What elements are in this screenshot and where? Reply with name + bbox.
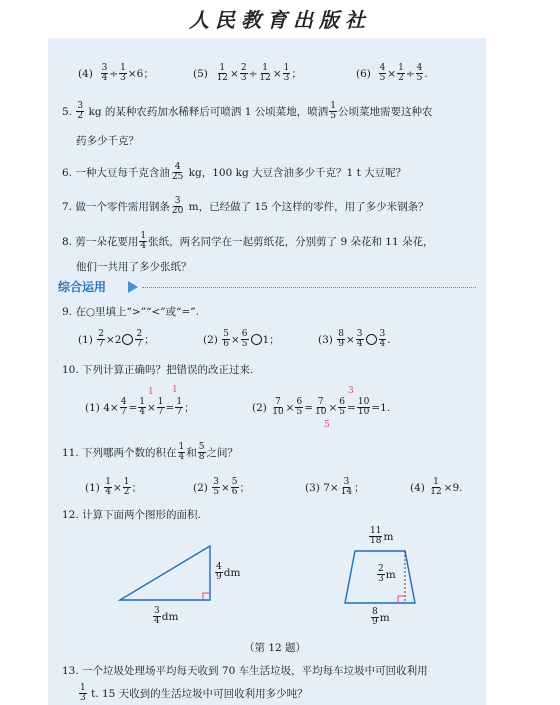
correction-mark: 5 [324,420,330,430]
question-13-line2: $\frac{1}{3}$ t. 15 天收到的生活垃圾中可回收利用多少吨？ [80,683,308,704]
question-9-part-2: (2) $\frac{5}{6}$ × $\frac{6}{5}$ 1； [203,329,280,350]
question-9-part-1: (1) $\frac{2}{7}$ ×2 $\frac{2}{7}$ ； [78,329,155,350]
question-5: 5. $\frac{3}{2}$ kg 的某种农药加水稀释后可喷洒 1 公顷菜地，喷洒 $\frac{1}{5}$ 公顷菜地需要这种农 [62,101,433,122]
question-11-part-1: (1) $\frac{1}{4}$ × $\frac{1}{2}$ ； [85,477,142,498]
exercise-4: (4) $\frac{3}{4}$ ÷ $\frac{1}{3}$ ×6； [78,63,154,84]
question-10-part-1: (1) 4× $\frac{4}{7}$ = $\frac{1}{4}$ × $\frac{1}{7}$ = $\frac{1}{7}$ ； [85,397,195,418]
triangle-base-label: $\frac{3}{4}$ dm [154,606,179,627]
question-13: 13. 一个垃圾处理场平均每天收到 70 车生活垃圾，平均每车垃圾中可回收利用 [62,665,428,677]
exercise-6: (6) $\frac{4}{5}$ × $\frac{1}{2}$ ÷ $\frac{4}{5}$ . [356,63,428,84]
section-title: 综合运用 [58,280,107,294]
right-angle-mark [398,596,405,603]
correction-mark: 1 [148,387,154,397]
question-11-part-3: (3) 7× $\frac{3}{14}$ ； [305,477,365,498]
question-8: 8. 剪一朵花要用 $\frac{1}{4}$ 张纸，两名同学在一起剪纸花，分别剪了 9 朵花和 11 朵花， [62,231,434,252]
right-triangle [120,546,210,600]
trapezoid-top-label: $\frac{11}{18}$ m [370,526,394,547]
trapezoid-height-label: $\frac{2}{3}$ m [378,564,396,585]
question-5-line2: 药多少千克？ [76,135,139,147]
correction-mark: 1 [172,385,178,395]
question-11-part-4: (4) $\frac{1}{12}$ ×9. [410,477,463,498]
question-7: 7. 做一个零件需用钢条 $\frac{3}{20}$ m，已经做了 15 个这样的零件，用了多少米钢条？ [62,196,429,217]
question-9: 9. 在○里填上“>”“<”或“=”. [62,306,199,318]
exercise-5: (5) $\frac{1}{12}$ × $\frac{2}{3}$ ÷ $\frac{1}{12}$ × $\frac{1}{3}$ ； [193,63,302,84]
right-angle-mark [203,593,210,600]
question-10: 10. 下列计算正确吗？把错误的改正过来. [62,364,254,376]
publisher-logo: 人民教育出版社 [189,8,371,32]
question-9-part-3: (3) $\frac{8}{9}$ × $\frac{3}{4}$ $\frac{3}{4}$ . [318,329,391,350]
question-11: 11. 下列哪两个数的积在 $\frac{1}{4}$ 和 $\frac{5}{8}$ 之间？ [62,442,239,463]
trapezoid-bottom-label: $\frac{8}{9}$ m [372,607,390,628]
figure-caption: （第 12 题） [244,642,307,654]
question-12: 12. 计算下面两个图形的面积. [62,509,201,521]
question-10-part-2: (2) $\frac{7}{10}$ × $\frac{6}{5}$ = $\frac{7}{10}$ × $\frac{6}{5}$ = $\frac{10}{10}$ =1. [252,397,391,418]
question-8-line2: 他们一共用了多少张纸？ [76,261,192,273]
triangle-height-label: $\frac{4}{9}$ dm [216,562,241,583]
question-11-part-2: (2) $\frac{3}{5}$ × $\frac{5}{6}$ ； [193,477,250,498]
correction-mark: 3 [348,386,354,396]
question-6: 6. 一种大豆每千克含油 $\frac{4}{25}$ kg，100 kg 大豆含油多少千克？1 t 大豆呢？ [62,162,407,183]
